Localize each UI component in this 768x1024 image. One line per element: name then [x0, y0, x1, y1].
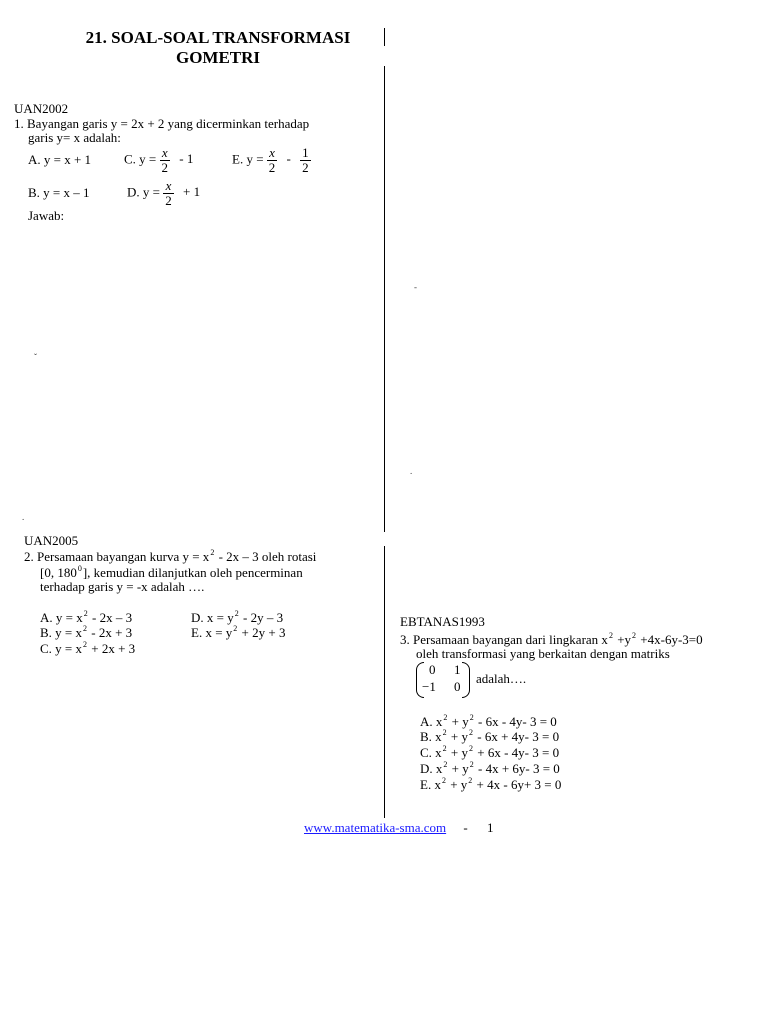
- q2-text-line-2-a: [0, 180: [40, 565, 77, 580]
- matrix-right-paren: [462, 662, 470, 698]
- q3-option-sup-2: 2: [469, 744, 474, 753]
- q1-option-d-numerator: x: [163, 179, 174, 194]
- q2-source: UAN2005: [24, 533, 79, 548]
- scan-speck: .: [410, 466, 413, 476]
- q3-option-rest: - 6x + 4y- 3 = 0: [474, 729, 560, 744]
- q3-option: [420, 776, 561, 793]
- q1-option-e: [232, 146, 311, 175]
- matrix-cell-r1c2: 1: [454, 662, 461, 677]
- q3-option-sup-2: 2: [469, 760, 474, 769]
- q2-option-e-rest: + 2y + 3: [238, 625, 286, 640]
- q3-option-rest: + 4x - 6y+ 3 = 0: [473, 777, 562, 792]
- q3-text-line-1-sup-1: 2: [608, 631, 613, 640]
- column-divider-bottom: [384, 546, 385, 818]
- q2-option-b-sup: 2: [83, 624, 88, 633]
- q3-source: EBTANAS1993: [400, 614, 485, 629]
- q1-source: UAN2002: [14, 101, 69, 116]
- q3-option-mid: + y: [447, 729, 469, 744]
- q2-text-line-1-sup: 2: [210, 548, 215, 557]
- q2-option-c: [40, 640, 135, 657]
- footer-separator: -: [463, 820, 468, 835]
- q2-option-e: [191, 624, 285, 641]
- q3-option-sup-1: 2: [443, 713, 448, 722]
- matrix-cell-r1c1: 0: [429, 662, 436, 677]
- q3-option-text: D. x: [420, 761, 443, 776]
- q2-option-c-sup: 2: [83, 640, 88, 649]
- q1-option-e-prefix: E. y =: [232, 151, 264, 167]
- q3-option: [420, 728, 559, 745]
- column-divider-main: [384, 66, 385, 532]
- q1-option-b: B. y = x – 1: [28, 185, 90, 200]
- q3-option: [420, 744, 559, 761]
- q3-option-mid: + y: [448, 761, 469, 776]
- q1-option-e-denominator-2: 2: [302, 160, 309, 175]
- q1-option-e-fraction-2: [300, 146, 311, 175]
- q2-option-b: [40, 624, 132, 641]
- q1-text-line-2: garis y= x adalah:: [28, 130, 121, 145]
- title-line-1: 21. SOAL-SOAL TRANSFORMASI: [85, 28, 351, 47]
- q1-option-c-suffix: - 1: [179, 151, 194, 167]
- column-divider-top: [384, 28, 385, 46]
- q3-matrix-suffix: adalah….: [476, 671, 527, 686]
- q1-option-e-fraction-1: [267, 146, 278, 175]
- q1-option-e-numerator-2: 1: [302, 145, 309, 160]
- q3-option-sup-1: 2: [442, 744, 447, 753]
- q2-option-c-rest: + 2x + 3: [88, 641, 136, 656]
- q3-option-sup-2: 2: [469, 713, 474, 722]
- q2-option-a-sup: 2: [83, 609, 88, 618]
- q3-option-text: E. x: [420, 777, 441, 792]
- q2-text-line-1-a: 2. Persamaan bayangan kurva y = x: [24, 549, 210, 564]
- matrix-cell-r2c2: 0: [454, 679, 461, 694]
- q3-option-sup-1: 2: [443, 760, 448, 769]
- q1-option-e-denominator-1: 2: [268, 160, 276, 175]
- q1-option-c: [124, 146, 193, 175]
- q3-option-rest: - 6x - 4y- 3 = 0: [474, 714, 557, 729]
- q3-option-mid: + y: [448, 714, 469, 729]
- q3-option-text: A. x: [420, 714, 443, 729]
- q2-option-d-text: D. x = y: [191, 610, 234, 625]
- q2-option-a-text: A. y = x: [40, 610, 83, 625]
- transformation-matrix: [416, 662, 470, 698]
- footer: [304, 820, 493, 836]
- q1-option-d-prefix: D. y =: [127, 184, 160, 200]
- q1-option-d-denominator: 2: [165, 193, 172, 208]
- q3-text-line-1-sup-2: 2: [632, 631, 637, 640]
- q2-option-a-rest: - 2x – 3: [88, 610, 133, 625]
- q3-text-line-2: oleh transformasi yang berkaitan dengan matriks: [416, 646, 670, 661]
- q2-option-e-text: E. x = y: [191, 625, 233, 640]
- scan-speck: ˇ: [34, 352, 37, 362]
- q3-option-sup-1: 2: [442, 728, 447, 737]
- matrix-cell-r2c1: −1: [422, 679, 436, 694]
- q3-option-sup-2: 2: [468, 776, 473, 785]
- q3-option: [420, 760, 560, 777]
- q2-text-line-1: [24, 548, 316, 565]
- q1-option-e-numerator-1: x: [267, 146, 278, 161]
- q2-option-d-sup: 2: [234, 609, 239, 618]
- q3-option-sup-2: 2: [469, 728, 474, 737]
- q1-option-c-numerator: x: [160, 146, 171, 161]
- q1-option-c-fraction: [160, 146, 171, 175]
- q2-option-b-text: B. y = x: [40, 625, 83, 640]
- q2-option-c-text: C. y = x: [40, 641, 83, 656]
- q1-option-e-minus: -: [286, 151, 291, 167]
- q2-option-b-rest: - 2x + 3: [88, 625, 133, 640]
- q3-option-mid: + y: [447, 745, 469, 760]
- q1-option-c-denominator: 2: [161, 160, 169, 175]
- q2-option-e-sup: 2: [233, 624, 238, 633]
- q1-answer-label: Jawab:: [28, 208, 65, 223]
- scan-speck: .: [22, 512, 25, 522]
- q3-option-text: B. x: [420, 729, 442, 744]
- q3-option-rest: + 6x - 4y- 3 = 0: [474, 745, 560, 760]
- q2-text-line-2-sup: 0: [77, 564, 82, 573]
- q3-option-text: C. x: [420, 745, 442, 760]
- q1-option-d-suffix: + 1: [182, 184, 201, 200]
- q3-option-rest: - 4x + 6y- 3 = 0: [474, 761, 560, 776]
- q3-option-mid: + y: [446, 777, 468, 792]
- title-line-2: GOMETRI: [175, 48, 261, 67]
- q1-text-line-1: 1. Bayangan garis y = 2x + 2 yang dicerminkan terhadap: [14, 116, 310, 131]
- footer-url-link[interactable]: www.matematika-sma.com: [304, 820, 447, 835]
- q1-option-a: A. y = x + 1: [28, 152, 92, 167]
- q3-text-line-1-b: +y: [613, 632, 632, 647]
- q2-option-d-rest: - 2y – 3: [239, 610, 284, 625]
- q2-text-line-2-b: ], kemudian dilanjutkan oleh pencerminan: [82, 565, 303, 580]
- q3-text-line-1-c: +4x-6y-3=0: [637, 632, 703, 647]
- q3-text-line-1-a: 3. Persamaan bayangan dari lingkaran x: [400, 632, 608, 647]
- q3-option-sup-1: 2: [441, 776, 446, 785]
- page-title: [38, 28, 398, 68]
- q1-option-d-fraction: [163, 179, 174, 208]
- q2-text-line-3: terhadap garis y = -x adalah ….: [40, 579, 205, 594]
- footer-page-number: 1: [486, 820, 494, 835]
- q2-text-line-1-b: - 2x – 3 oleh rotasi: [215, 549, 317, 564]
- q1-option-c-prefix: C. y =: [124, 151, 157, 167]
- q1-option-d: [127, 179, 200, 208]
- scan-speck: -: [414, 282, 417, 292]
